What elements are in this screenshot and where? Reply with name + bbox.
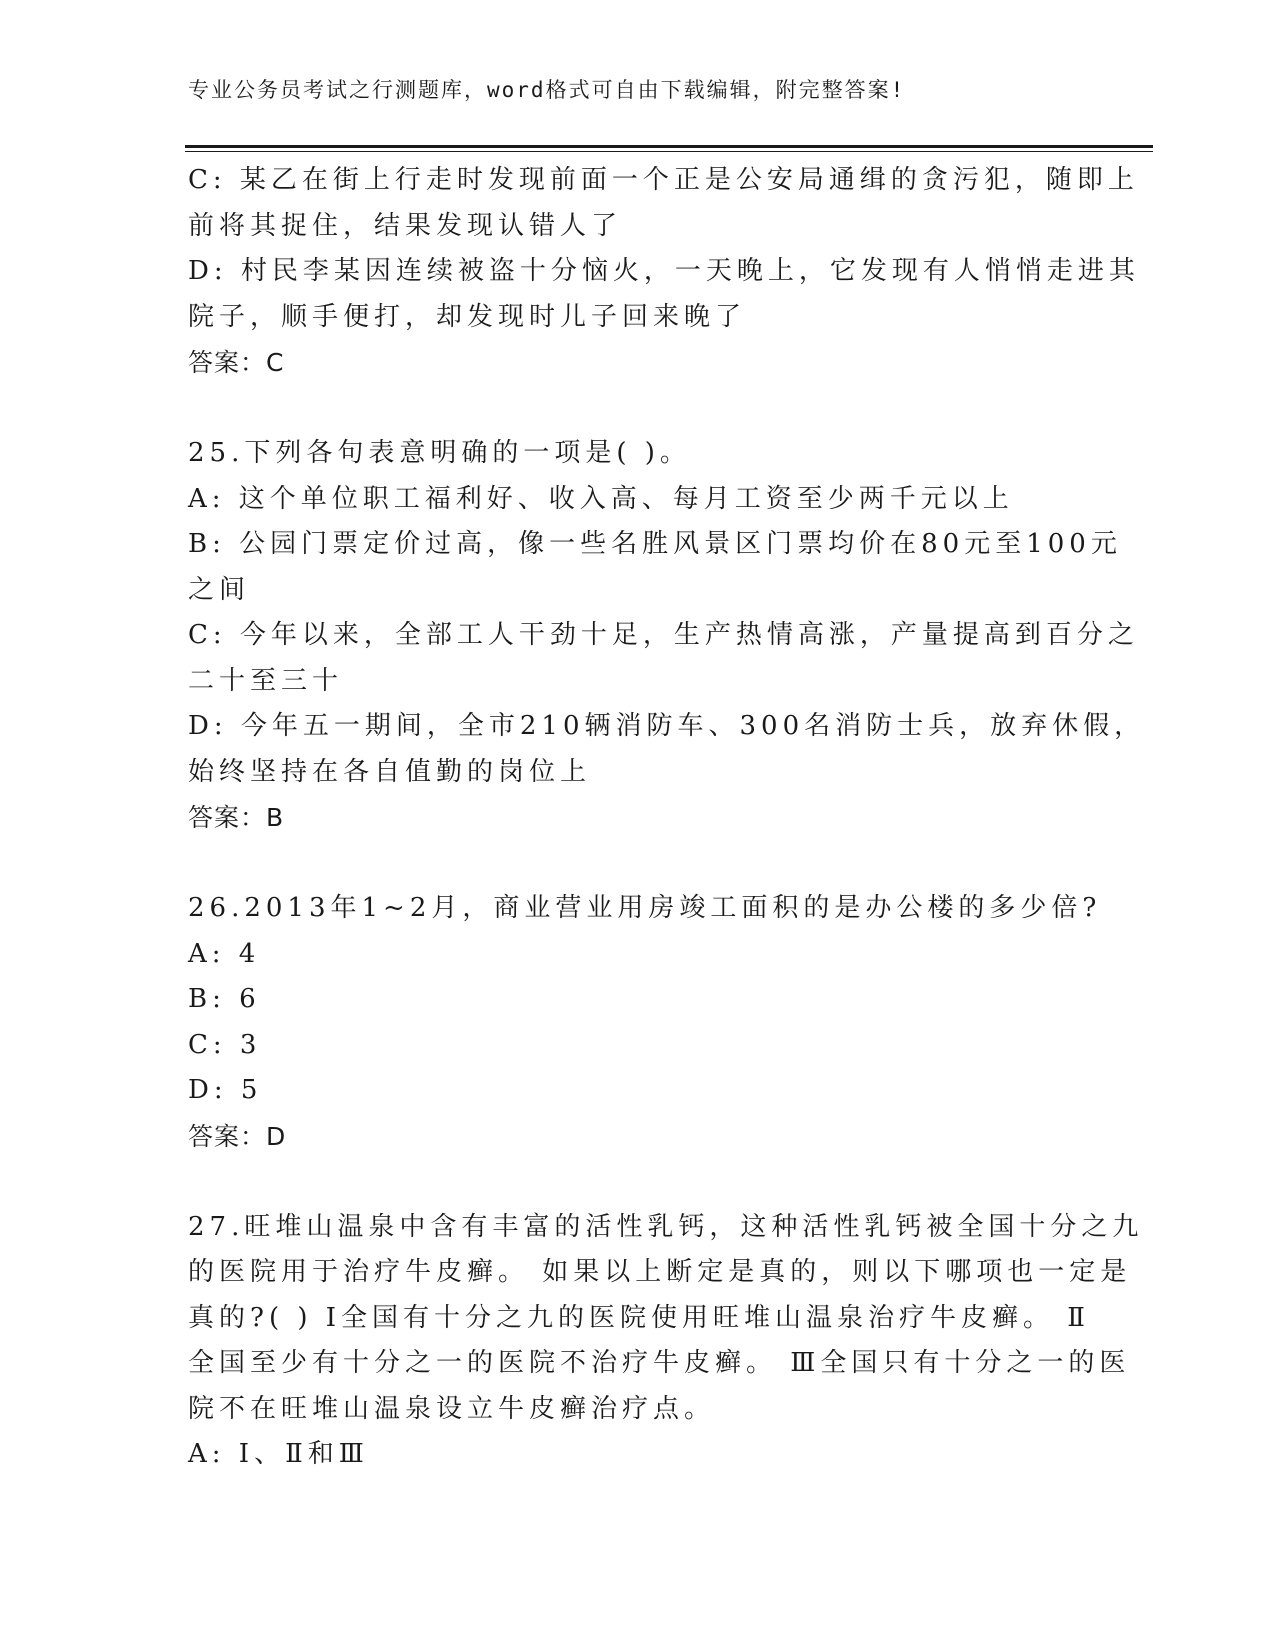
header-rule-thick bbox=[185, 145, 1153, 148]
question-content bbox=[188, 158, 1146, 1478]
q24-answer: 答案：C bbox=[188, 348, 285, 377]
q25-option-d-line-2: 始终坚持在各自值勤的岗位上 bbox=[188, 756, 592, 787]
q25-option-b-line-2: 之间 bbox=[188, 574, 251, 605]
q27-stem-line-3: 真的?( ) Ⅰ全国有十分之九的医院使用旺堆山温泉治疗牛皮癣。 Ⅱ bbox=[188, 1302, 1090, 1333]
q27-option-a: A: Ⅰ、Ⅱ和Ⅲ bbox=[188, 1439, 369, 1469]
q26-stem: 26.2013年1~2月，商业营业用房竣工面积的是办公楼的多少倍? bbox=[188, 893, 1102, 923]
q25-answer: 答案：B bbox=[188, 803, 285, 832]
q25-option-a: A: 这个单位职工福利好、收入高、每月工资至少两千元以上 bbox=[188, 483, 1014, 514]
q25-option-d-line-1: D: 今年五一期间，全市210辆消防车、300名消防士兵，放弃休假， bbox=[188, 711, 1146, 741]
q26-option-a: A: 4 bbox=[188, 938, 261, 969]
q24-option-d-line-2: 院子，顺手便打，却发现时儿子回来晚了 bbox=[188, 301, 747, 332]
q24-option-d-line-1: D: 村民李某因连续被盗十分恼火，一天晚上，它发现有人悄悄走进其 bbox=[188, 256, 1140, 286]
header-rule-thin bbox=[185, 151, 1153, 152]
q27-stem-line-2: 的医院用于治疗牛皮癣。 如果以上断定是真的，则以下哪项也一定是 bbox=[188, 1257, 1132, 1287]
q26-option-b: B: 6 bbox=[188, 984, 261, 1014]
q26-option-d: D: 5 bbox=[188, 1075, 263, 1105]
q25-option-b-line-1: B: 公园门票定价过高，像一些名胜风景区门票均价在80元至100元 bbox=[188, 529, 1122, 559]
q26-option-c: C: 3 bbox=[188, 1029, 262, 1060]
q27-stem-line-4: 全国至少有十分之一的医院不治疗牛皮癣。 Ⅲ全国只有十分之一的医 bbox=[188, 1348, 1131, 1378]
spacer bbox=[188, 841, 1078, 887]
page-header: 专业公务员考试之行测题库，word格式可自由下载编辑，附完整答案! bbox=[188, 78, 906, 102]
spacer bbox=[188, 386, 1078, 432]
q27-stem-line-5: 院不在旺堆山温泉设立牛皮癣治疗点。 bbox=[188, 1393, 716, 1424]
q25-option-c-line-1: C: 今年以来，全部工人干劲十足，生产热情高涨，产量提高到百分之 bbox=[188, 620, 1139, 650]
q26-answer: 答案：D bbox=[188, 1121, 287, 1151]
q24-option-c-line-2: 前将其捉住，结果发现认错人了 bbox=[188, 210, 623, 241]
q25-option-c-line-2: 二十至三十 bbox=[188, 665, 344, 696]
q27-stem-line-1: 27.旺堆山温泉中含有丰富的活性乳钙，这种活性乳钙被全国十分之九 bbox=[188, 1211, 1144, 1242]
q24-option-c-line-1: C: 某乙在街上行走时发现前面一个正是公安局通缉的贪污犯，随即上 bbox=[188, 165, 1139, 195]
spacer bbox=[188, 1159, 1078, 1205]
q25-stem: 25.下列各句表意明确的一项是( )。 bbox=[188, 438, 691, 468]
